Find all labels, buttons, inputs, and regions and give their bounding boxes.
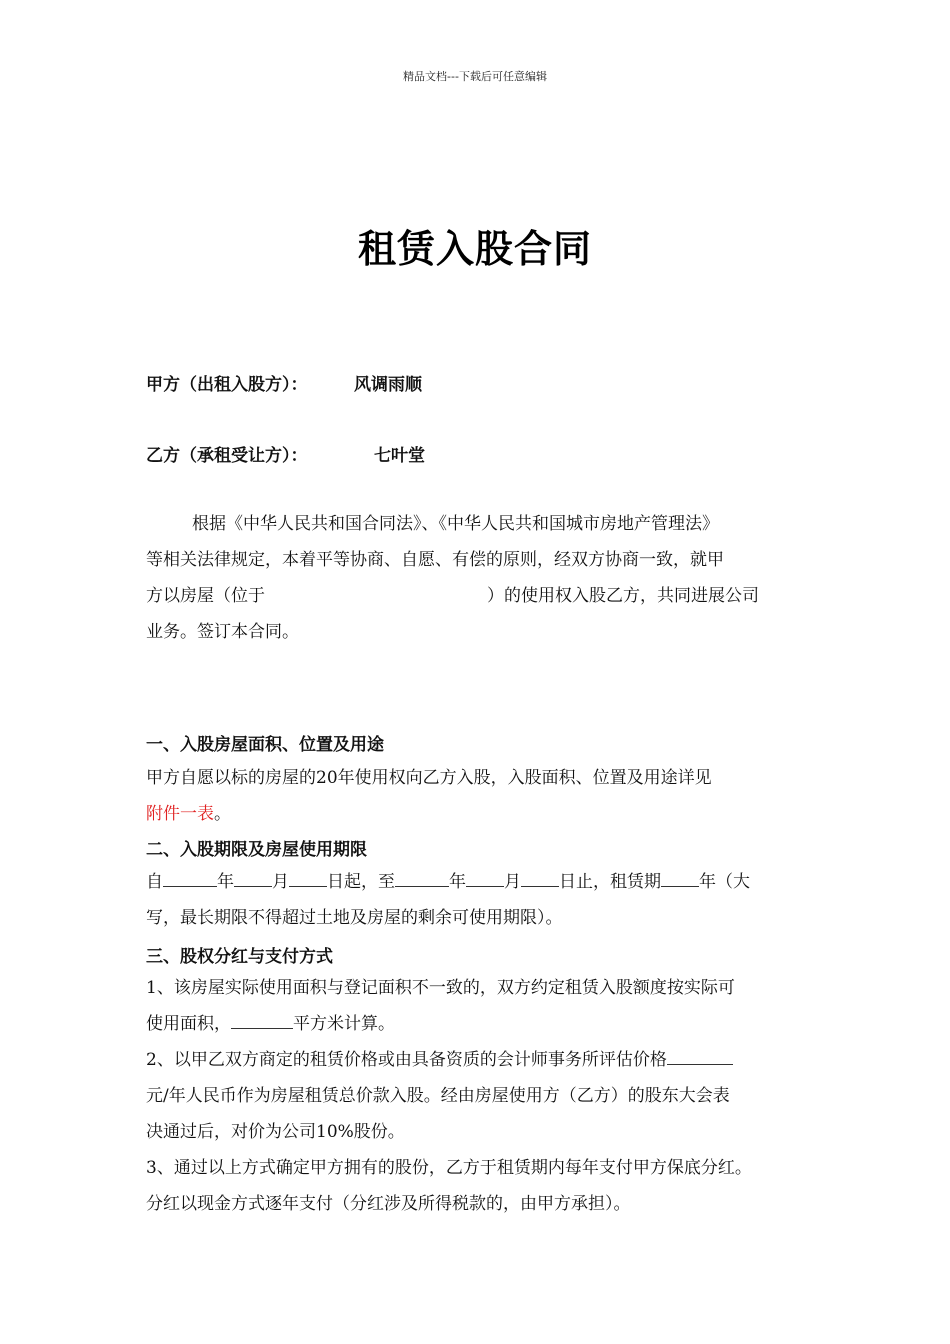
party-b — [146, 441, 425, 466]
text: 使用面积， — [146, 1014, 231, 1034]
section-3-line: 分红以现金方式逐年支付（分红涉及所得税款的，由甲方承担）。 — [146, 1194, 631, 1214]
section-3-line: 决通过后，对价为公司10%股份。 — [146, 1122, 405, 1142]
party-a-value: 风调雨顺 — [354, 375, 422, 395]
section-3-line: 1、该房屋实际使用面积与登记面积不一致的，双方约定租赁入股额度按实际可 — [146, 978, 735, 998]
text: 平方米计算。 — [293, 1014, 395, 1034]
text: 2、以甲乙双方商定的租赁价格或由具备资质的会计师事务所评估价格 — [146, 1050, 667, 1070]
section-2-title: 二、入股期限及房屋使用期限 — [146, 840, 367, 860]
section-1-body — [146, 760, 836, 832]
preamble-text: 方以房屋（位于 — [146, 586, 265, 606]
section-1-title: 一、入股房屋面积、位置及用途 — [146, 735, 384, 755]
area-blank — [231, 1010, 293, 1029]
end-day-blank — [521, 868, 559, 887]
section-3-body — [146, 970, 836, 1222]
start-day-blank — [289, 868, 327, 887]
text: 年 — [449, 872, 466, 892]
text: 月 — [504, 872, 521, 892]
lease-years-blank — [661, 868, 699, 887]
attachment-link[interactable]: 附件一表 — [146, 804, 214, 824]
section-3-line — [146, 1042, 836, 1078]
party-b-value: 七叶堂 — [374, 446, 425, 466]
section-2-body — [146, 864, 836, 936]
section-3-line — [146, 1006, 836, 1042]
party-b-label: 乙方（承租受让方）： — [146, 446, 308, 466]
start-year-blank — [163, 868, 217, 887]
text: 月 — [272, 872, 289, 892]
section-2-line: 写，最长期限不得超过土地及房屋的剩余可使用期限）。 — [146, 908, 563, 928]
preamble-line — [146, 578, 836, 614]
text: 日止，租赁期 — [559, 872, 661, 892]
end-year-blank — [395, 868, 449, 887]
start-month-blank — [234, 868, 272, 887]
preamble-paragraph — [146, 506, 836, 650]
party-a — [146, 370, 422, 395]
section-1-end: 。 — [214, 804, 231, 824]
text: 年（大 — [699, 872, 750, 892]
end-month-blank — [466, 868, 504, 887]
preamble-line: 根据《中华人民共和国合同法》、《中华人民共和国城市房地产管理法》 — [192, 514, 719, 534]
document-title: 租赁入股合同 — [357, 227, 592, 271]
price-blank — [667, 1046, 733, 1065]
section-3-title: 三、股权分红与支付方式 — [146, 947, 333, 967]
section-3-line: 3、通过以上方式确定甲方拥有的股份，乙方于租赁期内每年支付甲方保底分红。 — [146, 1158, 752, 1178]
header-note: 精品文档---下载后可任意编辑 — [403, 70, 547, 83]
preamble-line: 业务。签订本合同。 — [146, 622, 299, 642]
text: 自 — [146, 872, 163, 892]
preamble-line: 等相关法律规定，本着平等协商、自愿、有偿的原则，经双方协商一致，就甲 — [146, 550, 724, 570]
section-1-line: 甲方自愿以标的房屋的20年使用权向乙方入股，入股面积、位置及用途详见 — [146, 768, 712, 788]
preamble-text: ）的使用权入股乙方，共同进展公司 — [487, 586, 759, 606]
section-2-line — [146, 864, 836, 900]
section-1-line — [146, 796, 836, 832]
party-a-label: 甲方（出租入股方）： — [146, 375, 308, 395]
section-3-line: 元/年人民币作为房屋租赁总价款入股。经由房屋使用方（乙方）的股东大会表 — [146, 1086, 730, 1106]
text: 年 — [217, 872, 234, 892]
text: 日起，至 — [327, 872, 395, 892]
